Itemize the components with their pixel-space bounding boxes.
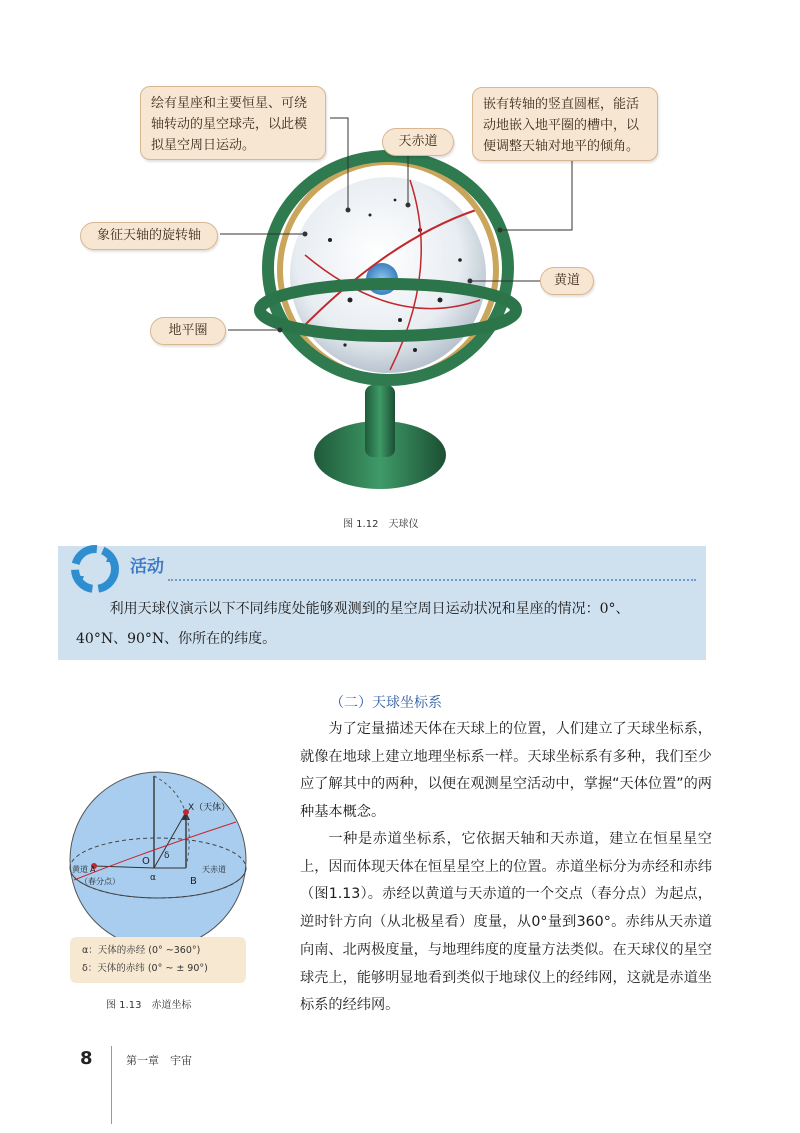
label-equator: 天赤道 [202, 865, 226, 874]
globe-stand [365, 385, 395, 457]
callout-ecliptic: 黄道 [540, 267, 594, 295]
paragraph-1: 为了定量描述天体在天球上的位置，人们建立了天球坐标系，就像在地球上建立地理坐标系一样。天球坐标系有多种，我们至少应了解其中的两种，以便在观测星空活动中，掌握“天体位置”的两种基本概念。 [300, 721, 712, 821]
activity-cycle-icon [66, 540, 124, 598]
legend-delta: δ：天体的赤纬 (0° ~ ± 90°) [82, 963, 208, 974]
activity-title: 活动 [130, 557, 164, 577]
callout-rotation-axis: 象征天轴的旋转轴 [80, 222, 218, 250]
chapter-label: 第一章 宇宙 [126, 1054, 192, 1067]
callout-horizon-ring: 地平圈 [150, 317, 226, 345]
label-ecliptic: 黄道 [72, 865, 88, 874]
page-number: 8 [80, 1048, 93, 1069]
activity-text: 利用天球仪演示以下不同纬度处能够观测到的星空周日运动状况和星座的情况：0°、40°N、90°N、你所在的纬度。 [76, 601, 630, 647]
legend-alpha: α：天体的赤经 (0° ~360°) [82, 945, 201, 956]
label-o: O [142, 856, 150, 867]
figure-1-12-caption: 图 1.12 天球仪 [343, 519, 419, 530]
activity-divider [168, 579, 696, 581]
section-title: （二）天球坐标系 [330, 695, 442, 711]
label-vernal: （春分点） [80, 877, 120, 886]
equatorial-coordinate-diagram [60, 760, 260, 940]
label-b: B [190, 876, 197, 887]
celestial-sphere [70, 772, 246, 940]
callout-star-sphere: 绘有星座和主要恒星、可绕轴转动的星空球壳，以此模拟星空周日运动。 [140, 86, 326, 160]
callout-celestial-equator: 天赤道 [382, 128, 454, 156]
paragraph-2: 一种是赤道坐标系，它依据天轴和天赤道，建立在恒星星空上，因而体现天体在恒星星空上的位置。赤道坐标分为赤经和赤纬（图1.13）。赤经以黄道与天赤道的一个交点（春分点）为起点，逆时针方向（从北极星看）度量，从0°量到360°。赤纬从天赤道向南、北两极度量，与地理纬度的度量方法类似。在天球仪的星空球壳上，能够明显地看到类似于地球仪上的经纬网，这就是赤道坐标系的经纬网。 [300, 831, 712, 1014]
label-alpha: α [150, 873, 156, 883]
diagram-legend [70, 937, 246, 983]
figure-1-13-caption: 图 1.13 赤道坐标 [106, 1000, 192, 1011]
footer-divider [111, 1046, 112, 1124]
activity-box [58, 546, 706, 660]
label-delta: δ [164, 851, 170, 861]
celestial-globe-illustration [0, 0, 800, 540]
callout-meridian-frame: 嵌有转轴的竖直圆框，能活动地嵌入地平圈的槽中，以便调整天轴对地平的倾角。 [472, 87, 658, 161]
label-a: A [90, 865, 96, 874]
label-x: X（天体） [188, 803, 231, 813]
